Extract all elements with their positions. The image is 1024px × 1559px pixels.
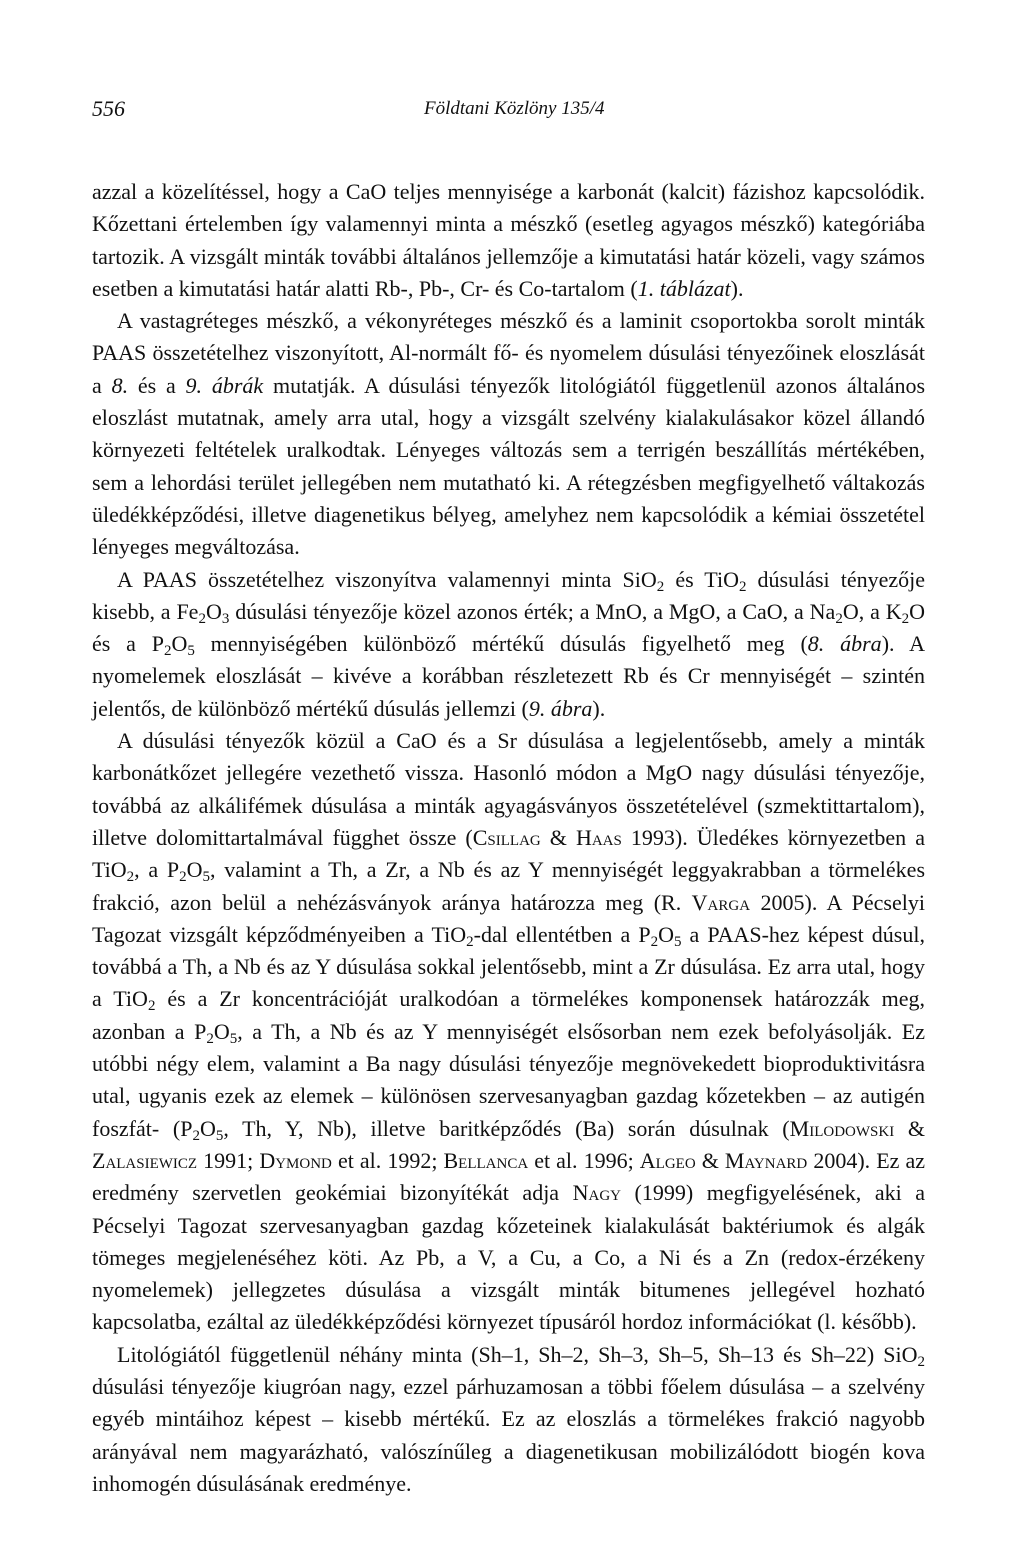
paragraph-1: azzal a közelítéssel, hogy a CaO teljes mennyisége a karbonát (kalcit) fázishoz kapcsolódik. Kőzettani értelemben így valamennyi minta a mészkő (esetleg agyagos mészkő) kategóriába tartozik. A vizsgált minták további általános jellemzője a kimutatási határ közeli, vagy számos esetben a kimutatási határ alatti Rb-, Pb-, Cr- és Co-tartalom (1. táblázat). xyxy=(92,179,925,301)
journal-title: Földtani Közlöny 135/4 xyxy=(424,98,605,119)
paragraph-5: Litológiától függetlenül néhány minta (Sh–1, Sh–2, Sh–3, Sh–5, Sh–13 és Sh–22) SiO$_2$ dúsulási tényezője kiugróan nagy, ezzel párhuzamosan a többi főelem dúsulása – a szelvény egyéb mintáihoz képest – kisebb mértékű. Ez az eloszlás a törmelékes frakció nagyobb arányával nem magyarázható, valószínűleg a diagenetikusan mobilizálódott biogén kova inhomogén dúsulásának eredménye. xyxy=(92,1341,925,1496)
paragraph-2: A vastagréteges mészkő, a vékonyréteges mészkő és a laminit csoportokba sorolt minták PAAS összetételhez viszonyított, Al-normált fő- és nyomelem dúsulási tényezőinek eloszlását a 8. és a 9. ábrák mutatják. A dúsulási tényezők litológiától függetlenül azonos általános eloszlást mutatnak, amely arra utal, hogy a vizsgált szelvény kialakulásakor közel állandó környezeti feltételek uralkodtak. Lényeges változás sem a terrigén beszállítás mértékében, sem a lehordási terület jellegében nem mutatható ki. A rétegzésben megfigyelhető váltakozás üledékképződési, illetve diagenetikus bélyeg, amelyhez nem kapcsolódik a kémiai összetétel lényeges megváltozása. xyxy=(92,308,926,560)
running-head xyxy=(92,96,925,126)
body-text xyxy=(92,176,925,1500)
page-number: 556 xyxy=(92,96,125,121)
paragraph-3: A PAAS összetételhez viszonyítva valamennyi minta SiO$_2$ és TiO$_2$ dúsulási tényezője kisebb, a $Fe_2O_3$ dúsulási tényezője közel azonos érték; a MnO, a MgO, a CaO, a $Na_2O$, a $K_2O$ és a $P_2O_5$ mennyiségében különböző mértékű dúsulás figyelhető meg (8. ábra). A nyomelemek eloszlását – kivéve a korábban részletezett Rb és Cr mennyiségét – szintén jelentős, de különböző mértékű dúsulás jellemzi (9. ábra). xyxy=(92,566,926,721)
paragraph-4: A dúsulási tényezők közül a CaO és a Sr dúsulása a legjelentősebb, amely a minták karbonátkőzet jellegére vezethető vissza. Hasonló módon a MgO nagy dúsulási tényezője, továbbá az alkálifémek dúsulása a minták agyagásványos összetételével (szmektittartalom), illetve dolomittartalmával függhet össze (Csillag & Haas 1993). Üledékes környezetben a TiO$_2$, a $P_2O_5$, valamint a Th, a Zr, a Nb és az Y mennyiségét leggyakrabban a törmelékes frakció, azon belül a nehézásványok aránya határozza meg (R. Varga 2005). A Pécselyi Tagozat vizsgált képződményeiben a TiO$_2$-dal ellentétben a $P_2O_5$ a PAAS-hez képest dúsul, továbbá a Th, a Nb és az Y dúsulása sokkal jelentősebb, mint a Zr dúsulása. Ez arra utal, hogy a TiO$_2$ és a Zr koncentrációját uralkodóan a törmelékes komponensek határozzák meg, azonban a $P_2O_5$, a Th, a Nb és az Y mennyiségét elsősorban nem ezek befolyásolják. Ez utóbbi négy elem, valamint a Ba nagy dúsulási tényezője megnövekedett bioproduktivitásra utal, ugyanis ezek az elemek – különösen szervesanyagban gazdag kőzetekben – az autigén foszfát- ($P_2O_5$, Th, Y, Nb), illetve baritképződés (Ba) során dúsulnak (Milodowski & Zalasiewicz 1991; Dymond et al. 1992; Bellanca et al. 1996; Algeo & Maynard 2004). Ez az eredmény szervetlen geokémiai bizonyítékát adja Nagy (1999) megfigyelésének, aki a Pécselyi Tagozat szervesanyagban gazdag kőzeteinek kialakulását baktériumok és algák tömeges megjelenéséhez köti. Az Pb, a V, a Cu, a Co, a Ni és a Zn (redox-érzékeny nyomelemek) jellegzetes dúsulása a vizsgált minták bitumenes jellegével hozható kapcsolatba, ezáltal az üledékképződési környezet típusáról hordoz információkat (l. később). xyxy=(92,728,926,1335)
page xyxy=(92,96,925,1500)
